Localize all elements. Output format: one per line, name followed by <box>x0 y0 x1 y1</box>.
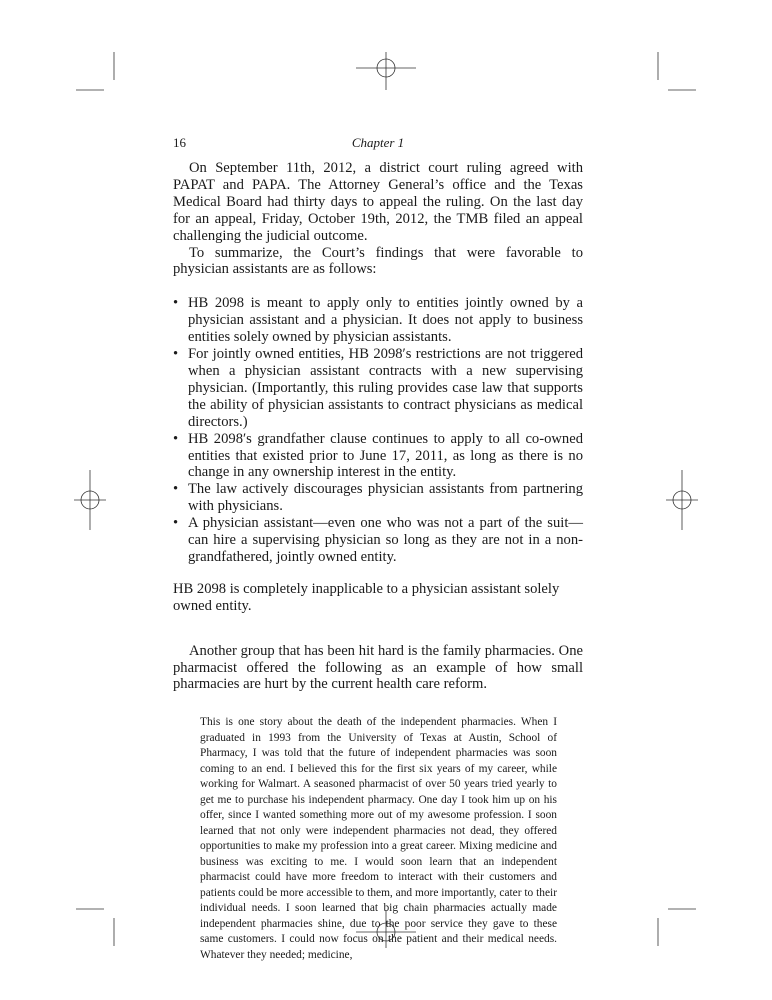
running-header <box>173 135 583 153</box>
registration-mark-top <box>356 52 416 90</box>
block-quote: This is one story about the death of the independent pharmacies. When I graduated in 1993 from the University of Texas at Austin, School of Pharmacy, I was told that the future of independent pharmacies was soon coming to an end. I believed this for the first six years of my career, while working for Walmart. A seasoned pharmacist of over 50 years tried yearly to get me to purchase his independent pharmacy. One day I took him up on his offer, since I wanted something more out of my awesome profession. I soon learned that not only were independent pharmacies not dead, they offered opportunities to make my profession into a great career. Mixing medicine and business was exciting to me. I would soon learn that an independent pharmacist could have more freedom to interact with their customers and patients could be more accessible to them, and more importantly, cater to their individual needs. I soon learned that big chain pharmacies actually made independent pharmacies shine, due to the poor service they gave to these same customers. I could now focus on the patient and their medical needs. Whatever they needed; medicine, <box>200 716 557 961</box>
bullet-icon: • <box>173 346 179 363</box>
list-item-text: HB 2098 is meant to apply only to entities jointly owned by a physician assistant and a physician. It does not apply to business entities solely owned by physician assistants. <box>188 295 583 346</box>
findings-list <box>173 295 583 566</box>
paragraph: Another group that has been hit hard is the family pharmacies. One pharmacist offered the following as an example of how small pharmacies are hurt by the current health care reform. <box>173 642 583 693</box>
registration-mark-right <box>666 470 698 530</box>
list-item <box>173 431 583 482</box>
page-number: 16 <box>173 135 186 150</box>
paragraph: On September 11th, 2012, a district court ruling agreed with PAPAT and PAPA. The Attorney General’s office and the Texas Medical Board had thirty days to appeal the ruling. On the last day for an appeal, Friday, October 19th, 2012, the TMB filed an appeal challenging the judicial outcome. <box>173 160 583 244</box>
list-item <box>173 346 583 431</box>
list-item <box>173 295 583 346</box>
body-text <box>173 160 583 963</box>
list-item-text: A physician assistant—even one who was not a part of the suit— can hire a supervising physician so long as they are not in a non-grandfathered, jointly owned entity. <box>188 515 583 565</box>
bullet-icon: • <box>173 481 179 498</box>
list-item-text: For jointly owned entities, HB 2098′s restrictions are not triggered when a physician assistant contracts with a new supervising physician. (Importantly, this ruling provides case law that supports the ability of physician assistants to contract physicians as medical directors.) <box>188 346 583 430</box>
running-title: Chapter 1 <box>351 135 405 150</box>
paragraph: To summarize, the Court’s findings that were favorable to physician assistants are as follows: <box>173 244 583 278</box>
bullet-icon: • <box>173 515 179 532</box>
bullet-icon: • <box>173 295 179 312</box>
list-item-text: The law actively discourages physician assistants from partnering with physicians. <box>188 481 583 515</box>
paragraph: HB 2098 is completely inapplicable to a physician assistant solely owned entity. <box>173 580 560 614</box>
list-item-text: HB 2098′s grandfather clause continues to apply to all co-owned entities that existed prior to June 17, 2011, as long as there is no change in any ownership interest in the entity. <box>188 430 583 481</box>
list-item <box>173 481 583 515</box>
registration-mark-left <box>74 470 106 530</box>
bullet-icon: • <box>173 430 179 447</box>
list-item <box>173 515 583 566</box>
